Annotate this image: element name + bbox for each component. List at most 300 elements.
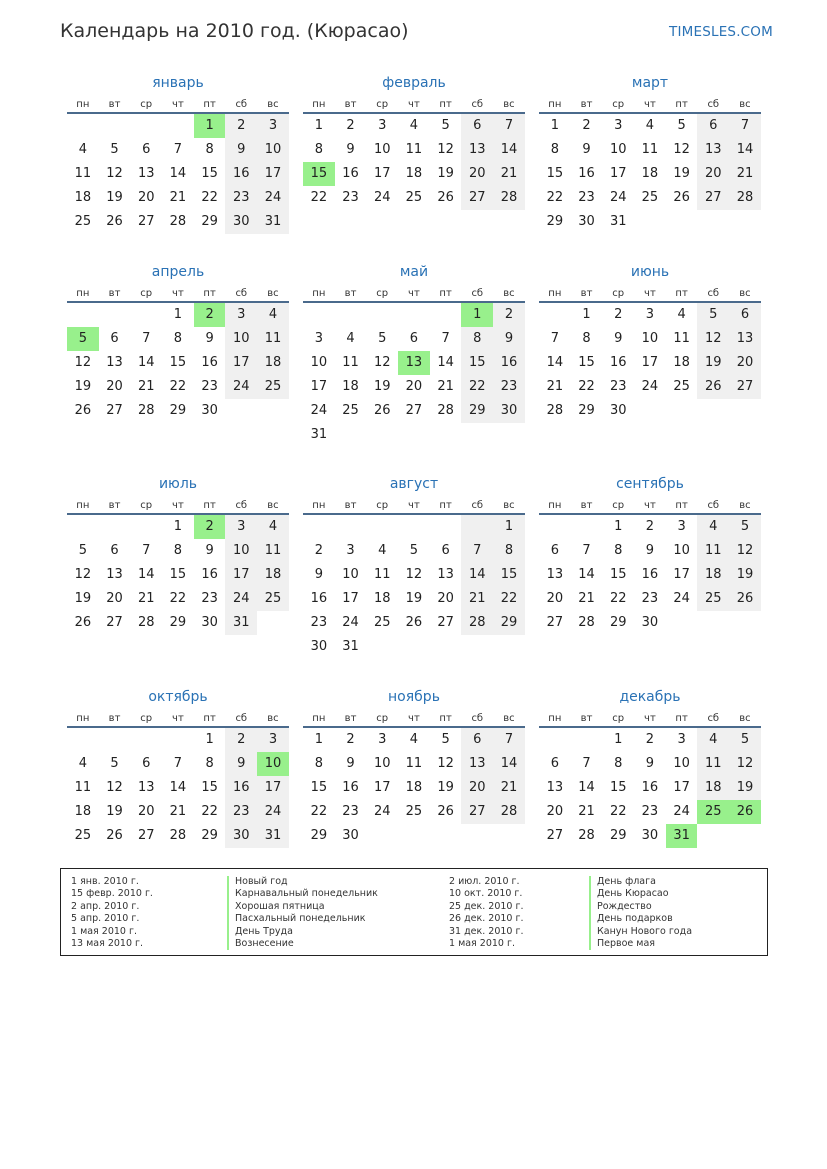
holiday-day-cell: 2 [194, 303, 226, 327]
day-cell: 20 [461, 776, 493, 800]
weekday-label: пн [548, 500, 562, 511]
legend-holiday-name: День флага [589, 876, 692, 888]
day-cell: 2 [582, 118, 591, 133]
day-cell: 2 [346, 732, 355, 747]
weekday-label: ср [612, 713, 625, 724]
empty-day-cell [67, 114, 99, 138]
weekday-label: ср [140, 99, 153, 110]
day-cell: 26 [697, 375, 729, 399]
day-cell: 27 [106, 403, 123, 418]
day-cell: 11 [673, 331, 690, 346]
weekday-header [539, 95, 761, 114]
day-cell: 30 [578, 214, 595, 229]
day-cell: 4 [697, 515, 729, 539]
day-cell: 17 [373, 780, 391, 795]
day-cell: 14 [493, 752, 525, 776]
empty-day-cell [130, 515, 162, 539]
day-cell: 14 [169, 780, 187, 795]
weekday-label: пт [675, 288, 688, 299]
day-cell: 16 [641, 567, 659, 582]
day-cell: 21 [169, 804, 187, 819]
weekday-header [67, 284, 289, 303]
day-cell: 22 [493, 587, 525, 611]
day-cell: 11 [641, 142, 659, 157]
day-cell: 17 [673, 780, 690, 795]
holiday-day-cell: 26 [729, 800, 761, 824]
month-name: август [389, 476, 439, 492]
day-cell: 10 [373, 142, 391, 157]
weekday-label: пн [312, 288, 326, 299]
day-cell: 9 [645, 543, 655, 558]
legend-date: 26 дек. 2010 г. [449, 913, 524, 925]
day-cell: 31 [342, 639, 359, 654]
day-cell: 20 [697, 162, 729, 186]
day-cell: 13 [106, 567, 123, 582]
weekday-label: пн [548, 99, 562, 110]
day-cell: 16 [641, 780, 659, 795]
holiday-day-cell: 31 [666, 824, 698, 848]
legend-holiday-name: Карнавальный понедельник [227, 888, 378, 900]
weekday-header [67, 709, 289, 728]
weekday-label: чт [644, 500, 656, 511]
weekday-label: вт [344, 288, 357, 299]
page-title: Календарь на 2010 год. (Кюрасао) [60, 20, 409, 42]
empty-day-cell [130, 728, 162, 752]
weekday-header [539, 496, 761, 515]
day-cell: 20 [137, 804, 155, 819]
day-cell: 9 [582, 142, 591, 157]
day-cell: 18 [257, 351, 289, 375]
day-cell: 8 [205, 756, 214, 771]
weekday-label: пн [76, 288, 90, 299]
weekday-label: пт [203, 500, 216, 511]
day-cell: 16 [342, 780, 359, 795]
day-cell: 29 [609, 828, 627, 843]
legend-holiday-name: Пасхальный понедельник [227, 913, 378, 925]
day-cell: 11 [405, 756, 423, 771]
day-cell: 8 [493, 539, 525, 563]
weekday-label: пт [203, 713, 216, 724]
day-cell: 19 [697, 351, 729, 375]
day-cell: 1 [550, 118, 559, 133]
day-cell: 29 [493, 611, 525, 635]
day-cell: 24 [373, 190, 391, 205]
day-cell: 22 [609, 591, 627, 606]
day-cell: 8 [314, 756, 323, 771]
day-cell: 21 [493, 776, 525, 800]
day-cell: 17 [257, 162, 289, 186]
day-cell: 18 [405, 780, 423, 795]
weekday-label: пт [675, 713, 688, 724]
month-block [67, 260, 289, 423]
legend-date: 1 мая 2010 г. [71, 925, 137, 937]
weekday-label: ср [612, 288, 625, 299]
day-cell: 29 [201, 214, 218, 229]
legend-holiday-name: День Кюрасао [589, 888, 692, 900]
day-cell: 26 [106, 828, 123, 843]
day-cell: 28 [578, 615, 595, 630]
day-cell: 27 [461, 186, 493, 210]
day-cell: 26 [437, 804, 454, 819]
day-cell: 1 [614, 732, 623, 747]
day-cell: 10 [373, 756, 391, 771]
day-cell: 16 [578, 166, 595, 181]
weekday-label: чт [172, 500, 184, 511]
day-cell: 25 [74, 828, 92, 843]
day-cell: 15 [546, 166, 564, 181]
day-cell: 27 [546, 828, 564, 843]
empty-day-cell [539, 303, 571, 327]
day-grid [539, 303, 761, 423]
day-cell: 19 [106, 804, 123, 819]
legend-holiday-name: Новый год [227, 876, 378, 888]
day-cell: 5 [378, 331, 387, 346]
weekday-label: пт [675, 99, 688, 110]
day-cell: 4 [697, 728, 729, 752]
day-cell: 14 [493, 138, 525, 162]
empty-day-cell [366, 303, 398, 327]
day-cell: 6 [697, 114, 729, 138]
day-cell: 10 [609, 142, 627, 157]
holiday-day-cell: 13 [398, 351, 430, 375]
weekday-label: чт [408, 99, 420, 110]
day-cell: 29 [546, 214, 564, 229]
empty-day-cell [571, 728, 603, 752]
day-cell: 12 [74, 355, 92, 370]
legend-date: 15 февр. 2010 г. [71, 888, 153, 900]
day-cell: 6 [142, 756, 151, 771]
day-cell: 28 [137, 615, 155, 630]
day-cell: 4 [378, 543, 387, 558]
day-cell: 4 [677, 307, 686, 322]
day-cell: 19 [437, 780, 454, 795]
month-name: декабрь [619, 689, 681, 705]
weekday-label: сб [707, 288, 720, 299]
day-cell: 5 [677, 118, 686, 133]
day-cell: 17 [342, 591, 359, 606]
day-cell: 24 [373, 804, 391, 819]
weekday-label: вс [267, 99, 279, 110]
day-cell: 5 [409, 543, 419, 558]
month-name: сентябрь [616, 476, 684, 492]
empty-day-cell [335, 303, 367, 327]
day-cell: 6 [110, 331, 119, 346]
weekday-label: чт [408, 500, 420, 511]
empty-day-cell [303, 303, 335, 327]
day-cell: 17 [641, 355, 659, 370]
day-cell: 30 [225, 210, 257, 234]
holiday-day-cell: 15 [303, 162, 335, 186]
day-cell: 12 [437, 756, 454, 771]
weekday-label: сб [471, 500, 484, 511]
day-cell: 5 [697, 303, 729, 327]
month-block [303, 472, 525, 659]
weekday-label: пт [675, 500, 688, 511]
day-cell: 23 [342, 190, 359, 205]
day-cell: 25 [373, 615, 391, 630]
day-cell: 19 [373, 379, 391, 394]
weekday-label: пт [439, 288, 452, 299]
day-cell: 16 [493, 351, 525, 375]
weekday-label: ср [376, 99, 389, 110]
day-cell: 29 [310, 828, 328, 843]
day-cell: 12 [697, 327, 729, 351]
month-block [67, 685, 289, 848]
day-cell: 20 [461, 162, 493, 186]
day-cell: 27 [697, 186, 729, 210]
day-grid [539, 114, 761, 234]
month-name: январь [152, 75, 204, 91]
weekday-label: вс [739, 713, 751, 724]
legend-date: 5 апр. 2010 г. [71, 913, 140, 925]
day-cell: 9 [225, 752, 257, 776]
day-cell: 30 [310, 639, 328, 654]
day-cell: 17 [673, 567, 690, 582]
day-cell: 13 [546, 780, 564, 795]
weekday-label: сб [235, 288, 248, 299]
empty-day-cell [162, 728, 194, 752]
weekday-label: сб [471, 288, 484, 299]
month-block [539, 71, 761, 234]
day-cell: 24 [257, 800, 289, 824]
day-cell: 7 [441, 331, 450, 346]
day-cell: 17 [225, 351, 257, 375]
day-cell: 24 [310, 403, 328, 418]
legend-holiday-name: Рождество [589, 901, 692, 913]
day-cell: 22 [578, 379, 595, 394]
weekday-label: пт [203, 99, 216, 110]
day-cell: 17 [609, 166, 627, 181]
empty-day-cell [130, 303, 162, 327]
day-cell: 12 [106, 780, 123, 795]
day-cell: 4 [78, 756, 87, 771]
day-cell: 11 [697, 539, 729, 563]
day-cell: 9 [346, 142, 355, 157]
day-cell: 20 [546, 591, 564, 606]
empty-day-cell [99, 728, 131, 752]
weekday-label: вс [503, 713, 515, 724]
day-cell: 12 [729, 539, 761, 563]
holiday-day-cell: 5 [67, 327, 99, 351]
day-cell: 9 [205, 331, 214, 346]
day-cell: 20 [546, 804, 564, 819]
day-cell: 27 [729, 375, 761, 399]
day-cell: 13 [461, 138, 493, 162]
day-cell: 28 [169, 828, 187, 843]
legend-date: 2 июл. 2010 г. [449, 876, 520, 887]
day-cell: 21 [437, 379, 454, 394]
day-grid [67, 114, 289, 234]
day-cell: 10 [310, 355, 328, 370]
day-cell: 30 [641, 615, 659, 630]
weekday-label: пн [76, 500, 90, 511]
day-cell: 10 [257, 138, 289, 162]
legend-date: 2 апр. 2010 г. [71, 900, 140, 912]
day-cell: 8 [205, 142, 214, 157]
day-cell: 19 [729, 776, 761, 800]
weekday-label: чт [172, 99, 184, 110]
day-cell: 10 [225, 327, 257, 351]
day-cell: 26 [673, 190, 690, 205]
weekday-header [67, 496, 289, 515]
day-cell: 25 [74, 214, 92, 229]
day-cell: 1 [314, 118, 323, 133]
day-cell: 6 [142, 142, 151, 157]
day-cell: 11 [257, 539, 289, 563]
day-cell: 7 [582, 543, 591, 558]
weekday-header [303, 709, 525, 728]
day-cell: 18 [74, 190, 92, 205]
weekday-label: пн [312, 500, 326, 511]
day-cell: 7 [550, 331, 559, 346]
day-grid [303, 114, 525, 210]
day-cell: 18 [697, 776, 729, 800]
day-cell: 24 [225, 375, 257, 399]
legend-date: 1 мая 2010 г. [449, 938, 515, 950]
day-cell: 24 [342, 615, 359, 630]
weekday-label: чт [172, 713, 184, 724]
day-cell: 19 [106, 190, 123, 205]
weekday-label: вт [580, 500, 593, 511]
day-cell: 3 [677, 732, 686, 747]
day-cell: 15 [169, 355, 187, 370]
day-cell: 14 [546, 355, 564, 370]
month-name: июль [158, 476, 198, 492]
day-cell: 7 [493, 114, 525, 138]
brand-link[interactable]: TIMESLES.COM [669, 24, 773, 40]
day-cell: 2 [645, 732, 655, 747]
day-cell: 18 [342, 379, 359, 394]
day-cell: 31 [225, 611, 257, 635]
day-cell: 2 [493, 303, 525, 327]
day-cell: 11 [74, 166, 92, 181]
weekday-label: чт [644, 713, 656, 724]
weekday-label: вс [739, 288, 751, 299]
weekday-label: сб [471, 99, 484, 110]
day-cell: 26 [437, 190, 454, 205]
weekday-label: ср [376, 288, 389, 299]
day-cell: 22 [310, 190, 328, 205]
day-cell: 27 [437, 615, 454, 630]
day-cell: 14 [169, 166, 187, 181]
weekday-label: ср [376, 713, 389, 724]
day-cell: 16 [201, 567, 218, 582]
day-cell: 2 [346, 118, 355, 133]
legend-date: 1 янв. 2010 г. [71, 876, 139, 887]
day-cell: 8 [461, 327, 493, 351]
day-cell: 13 [137, 166, 155, 181]
day-cell: 7 [142, 331, 151, 346]
weekday-label: сб [707, 99, 720, 110]
day-cell: 23 [342, 804, 359, 819]
day-cell: 24 [673, 804, 690, 819]
holiday-day-cell: 25 [697, 800, 729, 824]
day-cell: 2 [225, 728, 257, 752]
day-cell: 29 [201, 828, 218, 843]
day-cell: 26 [729, 587, 761, 611]
day-cell: 24 [257, 186, 289, 210]
empty-day-cell [539, 515, 571, 539]
day-cell: 23 [201, 379, 218, 394]
day-cell: 3 [257, 728, 289, 752]
day-cell: 21 [729, 162, 761, 186]
day-cell: 23 [641, 804, 659, 819]
day-cell: 3 [225, 303, 257, 327]
day-cell: 29 [461, 399, 493, 423]
day-cell: 13 [461, 752, 493, 776]
legend-holiday-name: Первое мая [589, 938, 692, 950]
day-cell: 15 [201, 166, 218, 181]
day-cell: 12 [437, 142, 454, 157]
day-cell: 3 [378, 732, 387, 747]
weekday-label: вт [580, 99, 593, 110]
day-cell: 19 [74, 591, 92, 606]
day-cell: 31 [257, 210, 289, 234]
empty-day-cell [335, 515, 367, 539]
day-cell: 4 [257, 303, 289, 327]
empty-day-cell [303, 515, 335, 539]
empty-day-cell [430, 515, 462, 539]
day-cell: 28 [578, 828, 595, 843]
day-cell: 9 [314, 567, 323, 582]
day-cell: 28 [461, 611, 493, 635]
legend-holiday-name: Вознесение [227, 938, 378, 950]
month-name: февраль [382, 75, 446, 91]
day-cell: 23 [609, 379, 627, 394]
day-cell: 16 [310, 591, 328, 606]
day-cell: 22 [310, 804, 328, 819]
day-cell: 11 [342, 355, 359, 370]
day-grid [303, 303, 525, 447]
day-cell: 28 [546, 403, 564, 418]
empty-day-cell [130, 114, 162, 138]
day-cell: 7 [729, 114, 761, 138]
weekday-label: пн [548, 288, 562, 299]
day-cell: 7 [493, 728, 525, 752]
weekday-label: ср [140, 713, 153, 724]
day-cell: 2 [614, 307, 623, 322]
month-block [303, 685, 525, 848]
weekday-label: вт [344, 500, 357, 511]
day-cell: 1 [614, 519, 623, 534]
day-cell: 8 [173, 543, 183, 558]
empty-day-cell [67, 303, 99, 327]
day-cell: 15 [609, 567, 627, 582]
day-cell: 15 [461, 351, 493, 375]
month-name: март [631, 75, 669, 91]
day-cell: 15 [493, 563, 525, 587]
day-cell: 22 [169, 591, 187, 606]
day-cell: 27 [405, 403, 423, 418]
weekday-label: ср [140, 500, 153, 511]
day-cell: 4 [346, 331, 355, 346]
day-cell: 18 [697, 563, 729, 587]
day-cell: 21 [169, 190, 187, 205]
day-cell: 22 [546, 190, 564, 205]
day-cell: 26 [74, 403, 92, 418]
holiday-day-cell: 10 [257, 752, 289, 776]
weekday-label: вт [344, 713, 357, 724]
day-cell: 1 [582, 307, 591, 322]
day-cell: 14 [437, 355, 454, 370]
day-cell: 4 [409, 732, 419, 747]
weekday-label: сб [707, 500, 720, 511]
day-cell: 4 [78, 142, 87, 157]
weekday-label: пн [76, 99, 90, 110]
day-cell: 18 [673, 355, 690, 370]
day-cell: 26 [106, 214, 123, 229]
day-cell: 12 [673, 142, 690, 157]
